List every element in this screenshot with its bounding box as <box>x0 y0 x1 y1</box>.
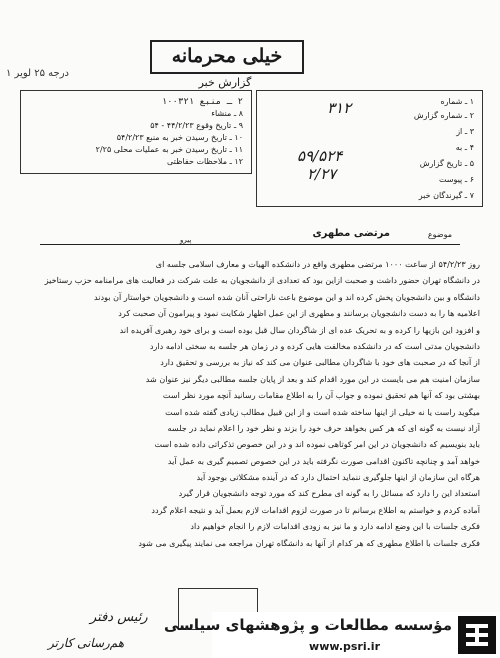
body-line: فکری جلسات با اطلاع مطهری که هر کدام از آنها به دانشگاه تهران مراجعه می نمایند پیگیری می شود <box>138 537 480 548</box>
metadata-box-left <box>20 90 252 174</box>
body-line: دانشجویان مدتی است که در دانشکده مخالفت هایی کرده و در زمان هر جلسه به سختی ادامه دارد <box>149 340 480 351</box>
body-line: سازمان امنیت هم می بایست در این مورد اقدام کند و بعد از پایان جلسه مطالبی دیگر نیز عنوان شد <box>145 373 480 384</box>
body-line: هرگاه این سازمان از اینها جلوگیری ننماید احتمال دارد که در آینده مشکلاتی بوجود آید <box>196 472 480 483</box>
report-date-field: ۵ ـ تاریخ گزارش <box>419 159 474 168</box>
watermark-name: مؤسسه مطالعات و پژوهشهای سیاسی <box>163 616 452 634</box>
report-number-field: ۲ ـ شماره گزارش <box>413 111 474 120</box>
body-line: خواهد آمد و چنانچه تاکنون اقدامی صورت نگرفته باید در این خصوص تصمیم گیری به عمل آید <box>167 455 480 466</box>
body-line: در دانشگاه تهران حضور داشت و صحبت ازاین بود که تعدادی از دانشجویان به علت شرکت در فعالیت های مرامنامه حزب رستاخیز <box>44 275 480 286</box>
body-line: بهشتی بود که آنها هم تحقیق نموده و جواب آن را به اطلاع مقامات رسانید آنچه مورد نظر است <box>162 390 480 401</box>
number-field: ۱ ـ شماره <box>440 97 474 106</box>
signature-2: هم‌رسانی کارتر <box>48 636 125 650</box>
body-line: آماده کردم و خواستم به اطلاع برسانم تا در صورت لزوم اقدامات لازم بعمل آید و نتیجه اعلام گردد <box>151 504 480 515</box>
report-body <box>20 256 480 551</box>
handwritten-report-number: ۵۹/۵۲۴ <box>297 147 343 165</box>
document-subtitle: گزارش خبر <box>198 76 252 89</box>
body-line: آزاد نیست به گونه ای که هر کس بخواهد حرف خود را بزند و نظر خود را اعلام نماید در جلسه <box>167 422 480 433</box>
origin-field: ۸ ـ منشاء <box>211 109 243 118</box>
subject-text: مرتضی مطهری <box>312 228 390 239</box>
handwritten-number: ۳۱۲ <box>327 99 352 117</box>
body-line: و افزود این بازیها را کرده و به تحریک عده ای از شاگردان سال قبل بوده است و برای خود رهبری آفریده اند <box>119 324 480 335</box>
source-field: ۲ ـ منبع ۱۰۰۳۲۱ <box>161 97 243 107</box>
recipients-field: ۷ ـ گیرندگان خبر <box>418 191 474 200</box>
body-line: اعلامیه ها را به دست دانشجویان برسانند و مطهری از این عمل اظهار شکایت نمود و پیرامون آن صحبت کرد <box>118 308 480 319</box>
document-title: خیلی محرمانه <box>150 40 304 74</box>
subject-label: موضوع <box>427 230 452 239</box>
source-received-date-field: ۱۰ ـ تاریخ رسیدن خبر به منبع ۵۴/۲/۲۳ <box>116 133 243 142</box>
body-line: فکری جلسات با این وضع ادامه دارد و ما نیز به زودی اقدامات لازم را انجام خواهیم داد <box>190 521 480 532</box>
body-line: میگوید راست یا نه خیلی از اینها ساخته شده است و از این قبیل مطالب زیادی گفته شده است <box>165 406 480 417</box>
body-line: از آنجا که در صحبت های خود با شاگردان مطالبی عنوان می کند که نیاز به بررسی و تحقیق دارد <box>160 357 480 368</box>
attachment-field: ۶ ـ پیوست <box>438 175 474 184</box>
body-line: استعداد این را دارد که مسائل را به گونه ای مطرح کند که مورد توجه دانشجویان قرار گیرد <box>178 488 480 499</box>
follow-up-label: پیرو <box>180 236 192 244</box>
local-ops-date-field: ۱۱ ـ تاریخ رسیدن خبر به عملیات محلی ۲/۲۵ <box>95 145 243 154</box>
body-line: روز ۵۴/۲/۲۳ از ساعت ۱۰۰۰ مرتضی مطهری واقع در دانشکده الهیات و معارف اسلامی جلسه ای <box>155 259 480 269</box>
event-date-field: ۹ ـ تاریخ وقوع ۴۴/۲/۲۳ - ۵۴ <box>150 121 243 130</box>
metadata-box-right <box>256 90 483 207</box>
watermark-url: www.psri.ir <box>309 640 380 653</box>
to-field: ۴ ـ به <box>455 143 474 152</box>
security-notes-field: ۱۲ ـ ملاحظات حفاظتی <box>167 157 243 166</box>
from-field: ۳ ـ از <box>456 127 474 136</box>
institute-logo-icon <box>458 616 496 654</box>
subject-line <box>40 230 460 245</box>
signature-1: رئیس دفتر <box>90 610 148 625</box>
watermark-banner <box>163 612 500 658</box>
body-line: باید بنویسیم که دانشجویان در این امر کوتاهی نموده اند و در این خصوص تذکراتی داده شده است <box>154 439 480 450</box>
body-line: دانشگاه و بین دانشجویان پخش کرده اند و این موضوع باعث ناراحتی آنان شده است و دانشجویان خواستار آن بودند <box>93 291 480 302</box>
handwritten-date: ۲/۲۷ <box>307 165 337 183</box>
top-reference: درجه ۲۵ لویر ۱ <box>6 68 70 79</box>
